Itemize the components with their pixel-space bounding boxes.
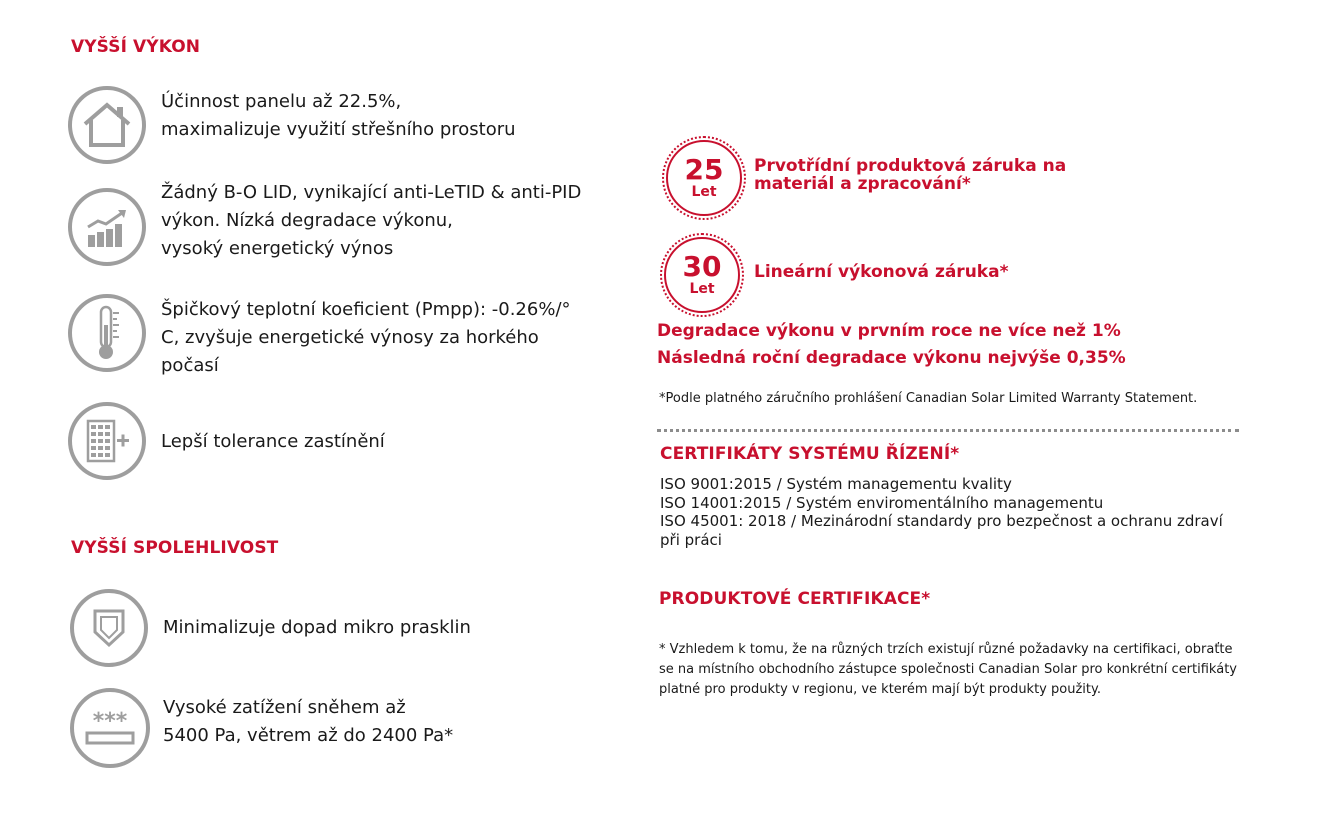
reliability-title: VYŠŠÍ SPOLEHLIVOST <box>71 538 279 558</box>
feature-temperature-coefficient: Špičkový teplotní koeficient (Pmpp): -0.26%/° C, zvyšuje energetické výnosy za horkého počasí <box>161 299 571 376</box>
feature-snow-wind-load: Vysoké zatížení sněhem až 5400 Pa, větrem až do 2400 Pa* <box>163 697 454 746</box>
house-icon <box>68 86 146 164</box>
warranty-25-unit: Let <box>691 184 717 200</box>
feature-shading-tolerance: Lepší tolerance zastínění <box>161 431 385 452</box>
thermometer-icon <box>68 294 146 372</box>
warranty-power-label: Lineární výkonová záruka* <box>754 262 1009 282</box>
feature-panel-efficiency: Účinnost panelu až 22.5%, maximalizuje využití střešního prostoru <box>161 91 516 140</box>
warranty-30-unit: Let <box>689 281 715 297</box>
section-divider <box>657 429 1239 432</box>
panel-plus-icon <box>68 402 146 480</box>
degradation-annual: Následná roční degradace výkonu nejvýše 0,35% <box>657 348 1126 368</box>
cert-iso-14001: ISO 14001:2015 / Systém enviromentálního managementu <box>660 493 1104 512</box>
management-cert-list <box>660 475 1223 549</box>
product-cert-title: PRODUKTOVÉ CERTIFIKACE* <box>659 589 931 609</box>
feature-lid-letid: Žádný B-O LID, vynikající anti-LeTID & anti-PID výkon. Nízká degradace výkonu, vysoký energetický výnos <box>161 182 582 259</box>
shield-icon <box>70 589 148 667</box>
product-cert-note: * Vzhledem k tomu, že na různých trzích existují různé požadavky na certifikaci, obraťte se na místního obchodního zástupce společnosti Canadian Solar pro konkrétní certifikáty platné pro produkty v regionu, ve kterém mají být produkty použity. <box>659 642 1237 697</box>
management-cert-title: CERTIFIKÁTY SYSTÉMU ŘÍZENÍ* <box>660 444 960 464</box>
feature-microcracks: Minimalizuje dopad mikro prasklin <box>163 617 471 638</box>
warranty-25-badge <box>662 136 746 220</box>
warranty-30-badge <box>660 233 744 317</box>
warranty-product-label: Prvotřídní produktová záruka na materiál a zpracování* <box>754 156 1067 194</box>
cert-iso-45001: ISO 45001: 2018 / Mezinárodní standardy pro bezpečnost a ochranu zdraví <box>660 512 1223 530</box>
warranty-30-number: 30 <box>682 250 722 283</box>
cert-iso-45001-cont: při práci <box>660 530 722 549</box>
snow-load-icon <box>70 688 150 768</box>
rising-bars-icon <box>68 188 146 266</box>
warranty-25-number: 25 <box>684 153 724 186</box>
degradation-first-year: Degradace výkonu v prvním roce ne více než 1% <box>657 321 1121 341</box>
performance-title: VYŠŠÍ VÝKON <box>71 37 201 57</box>
warranty-note: *Podle platného záručního prohlášení Canadian Solar Limited Warranty Statement. <box>659 391 1198 406</box>
cert-iso-9001: ISO 9001:2015 / Systém managementu kvality <box>660 475 1012 493</box>
svg-text:***: *** <box>92 710 128 734</box>
